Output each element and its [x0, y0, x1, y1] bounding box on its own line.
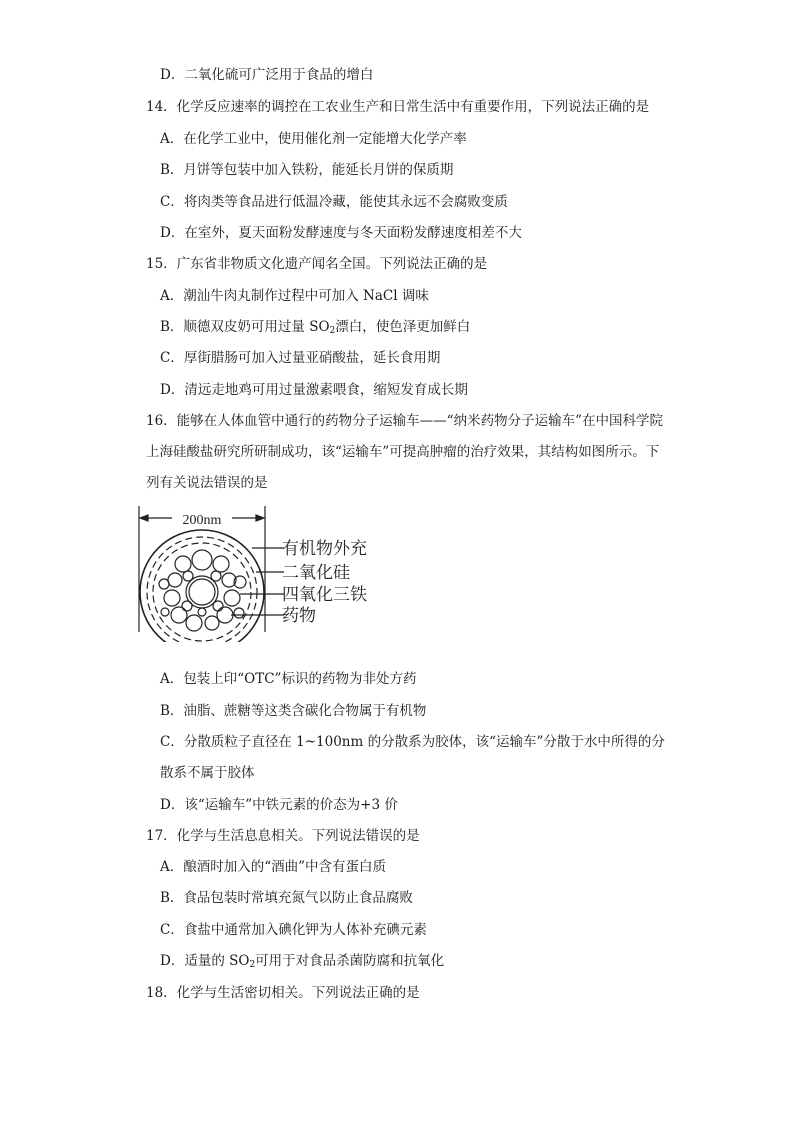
q17-option-a: A．酿酒时加入的“酒曲”中含有蛋白质 [160, 859, 387, 875]
q14-option-c: C．将肉类等食品进行低温冷藏，能使其永远不会腐败变质 [160, 194, 508, 210]
q16-option-c-line-2: 散系不属于胶体 [160, 765, 255, 781]
q15-stem: 15．广东省非物质文化遗产闻名全国。下列说法正确的是 [146, 256, 488, 272]
q16-option-a: A．包装上印“OTC”标识的药物为非处方药 [160, 671, 417, 687]
silica-layer-inner [153, 543, 251, 641]
q15-option-b-subscript: 2 [329, 326, 336, 336]
dimension-label: 200nm [182, 513, 222, 528]
q16-stem-line-2: 上海硅酸盐研究所研制成功，该“运输车”可提高肿瘤的治疗效果，其结构如图所示。下 [146, 444, 660, 460]
q15-option-b-text-2: 漂白，使色泽更加鲜白 [335, 319, 471, 335]
q17-option-d [160, 951, 444, 971]
q14-option-b: B．月饼等包装中加入铁粉，能延长月饼的保质期 [160, 162, 454, 178]
q17-option-d-text-1: D．适量的 SO [160, 953, 250, 969]
q17-option-b: B．食品包装时常填充氮气以防止食品腐败 [160, 890, 413, 906]
q17-stem: 17．化学与生活息息相关。下列说法错误的是 [146, 828, 420, 844]
fe3o4-particles [159, 550, 246, 631]
dimension-arrow-left [140, 515, 148, 521]
q16-option-b: B．油脂、蔗糖等这类含碳化合物属于有机物 [160, 703, 427, 719]
q16-option-d: D．该“运输车”中铁元素的价态为+3 价 [160, 797, 398, 813]
q14-stem: 14．化学反应速率的调控在工农业生产和日常生活中有重要作用，下列说法正确的是 [146, 99, 650, 115]
label-silica: 二氧化硅 [282, 563, 350, 583]
q16-stem-line-3: 列有关说法错误的是 [146, 475, 268, 491]
label-fe3o4: 四氧化三铁 [282, 585, 367, 605]
q18-stem: 18．化学与生活密切相关。下列说法正确的是 [146, 985, 420, 1001]
label-drug: 药物 [282, 606, 316, 626]
q17-option-c: C．食盐中通常加入碘化钾为人体补充碘元素 [160, 922, 427, 938]
q16-stem-line-1: 16．能够在人体血管中通行的药物分子运输车——“纳米药物分子运输车”在中国科学院 [146, 413, 663, 429]
q15-option-a: A．潮汕牛肉丸制作过程中可加入 NaCl 调味 [160, 288, 429, 304]
q13-option-d: D．二氧化硫可广泛用于食品的增白 [160, 67, 374, 83]
q15-option-b-text-1: B．顺德双皮奶可用过量 SO [160, 319, 330, 335]
q15-option-d: D．清远走地鸡可用过量激素喂食，缩短发育成长期 [160, 382, 468, 398]
q17-option-d-text-2: 可用于对食品杀菌防腐和抗氧化 [255, 953, 445, 969]
label-organic-shell: 有机物外充 [282, 539, 367, 559]
dimension-arrow-right [256, 515, 264, 521]
q16-option-c-line-1: C．分散质粒子直径在 1~100nm 的分散系为胶体，该“运输车”分散于水中所得的分 [160, 734, 665, 750]
q14-option-a: A．在化学工业中，使用催化剂一定能增大化学产率 [160, 131, 467, 147]
q15-option-c: C．厚街腊肠可加入过量亚硝酸盐，延长食用期 [160, 350, 441, 366]
nano-carrier-diagram [132, 502, 402, 642]
q15-option-b [160, 317, 470, 337]
q17-option-d-subscript: 2 [249, 960, 256, 970]
q14-option-d: D．在室外，夏天面粉发酵速度与冬天面粉发酵速度相差不大 [160, 225, 522, 241]
